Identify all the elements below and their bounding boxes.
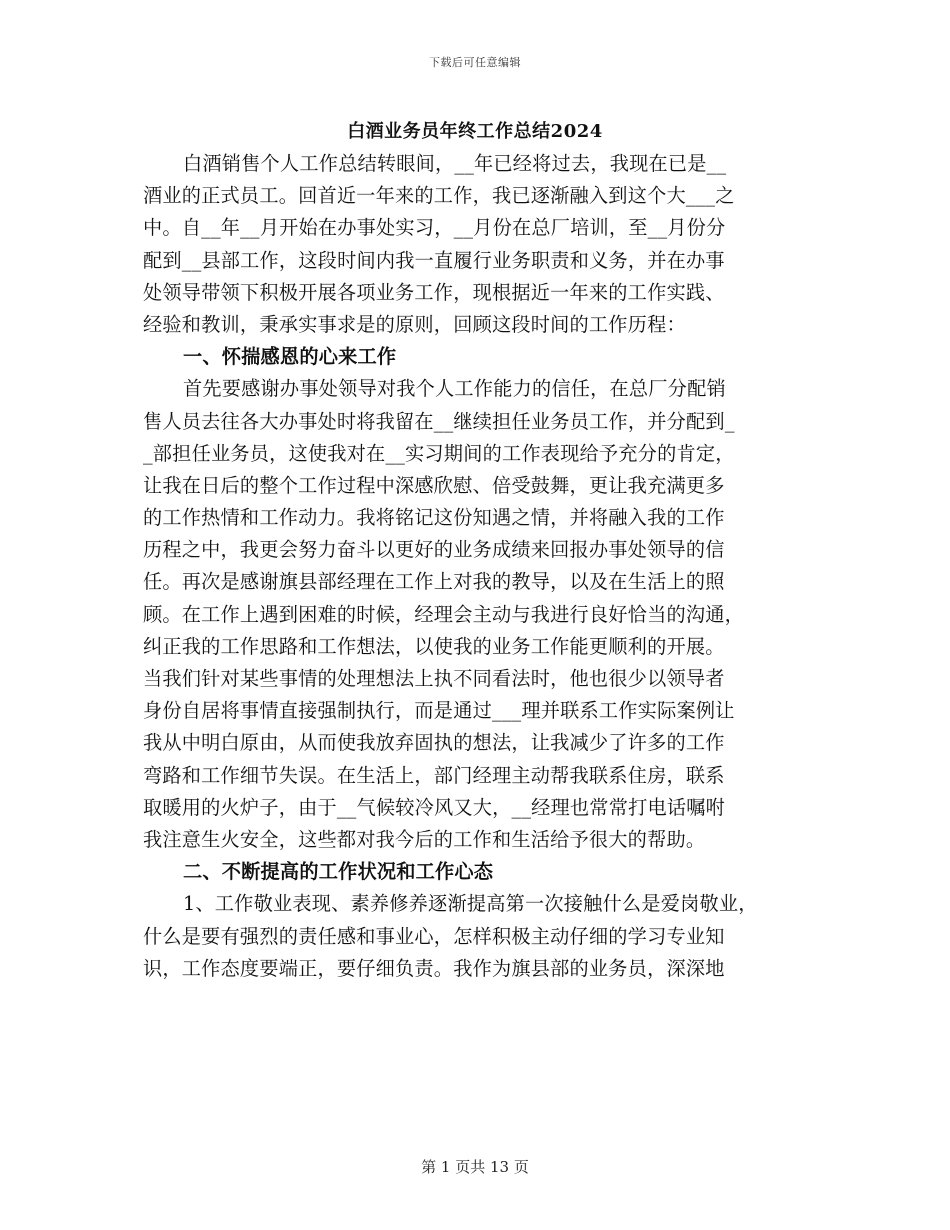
paragraph-line: 身份自居将事情直接强制执行，而是通过___理并联系工作实际案例让: [143, 699, 735, 723]
document-title: 白酒业务员年终工作总结2024: [347, 121, 603, 142]
paragraph-line: _部担任业务员，这使我对在__实习期间的工作表现给予充分的肯定，: [143, 441, 735, 465]
paragraph-line: 让我在日后的整个工作过程中深感欣慰、倍受鼓舞，更让我充满更多: [143, 473, 725, 497]
section-heading: 二、不断提高的工作状况和工作心态: [183, 860, 494, 884]
paragraph-line: 处领导带领下积极开展各项业务工作，现根据近一年来的工作实践、: [143, 280, 725, 304]
paragraph-line: 弯路和工作细节失误。在生活上，部门经理主动帮我联系住房，联系: [143, 763, 725, 787]
paragraph-line: 我从中明白原由，从而使我放弃固执的想法，让我减少了许多的工作: [143, 731, 725, 755]
paragraph-line: 顾。在工作上遇到困难的时候，经理会主动与我进行良好恰当的沟通，: [143, 602, 745, 626]
paragraph-line: 当我们针对某些事情的处理想法上执不同看法时，他也很少以领导者: [143, 667, 725, 690]
paragraph-line: 取暖用的火炉子，由于__气候较冷风又大，__经理也常常打电话嘱咐: [143, 795, 726, 819]
paragraph-line: 配到__县部工作，这段时间内我一直履行业务职责和义务，并在办事: [143, 248, 725, 272]
paragraph-line: 中。自__年__月开始在办事处实习，__月份在总厂培训，至__月份分: [143, 216, 726, 240]
paragraph-line: 历程之中，我更会努力奋斗以更好的业务成绩来回报办事处领导的信: [143, 538, 725, 562]
paragraph-line: 售人员去往各大办事处时将我留在__继续担任业务员工作，并分配到_: [143, 409, 735, 433]
paragraph-line: 什么是要有强烈的责任感和事业心，怎样积极主动仔细的学习专业知: [143, 924, 725, 948]
page-header: 下载后可任意编辑: [429, 56, 521, 69]
paragraph-line: 的工作热情和工作动力。我将铭记这份知遇之情，并将融入我的工作: [143, 506, 725, 530]
paragraph-line: 经验和教训，秉承实事求是的原则，回顾这段时间的工作历程：: [143, 312, 686, 336]
paragraph-line: 纠正我的工作思路和工作想法，以使我的业务工作能更顺利的开展。: [143, 634, 725, 658]
paragraph-line: 我注意生火安全，这些都对我今后的工作和生活给予很大的帮助。: [143, 827, 706, 851]
section-heading: 一、怀揣感恩的心来工作: [183, 345, 397, 369]
paragraph-line: 首先要感谢办事处领导对我个人工作能力的信任，在总厂分配销: [183, 377, 726, 401]
paragraph-line: 任。再次是感谢旗县部经理在工作上对我的教导，以及在生活上的照: [143, 570, 725, 594]
paragraph-line: 识，工作态度要端正，要仔细负责。我作为旗县部的业务员，深深地: [143, 956, 725, 980]
document-body: [143, 148, 815, 985]
paragraph-line: 白酒销售个人工作总结转眼间，__年已经将过去，我现在已是__: [183, 152, 727, 175]
page-footer: 第 1 页共 13 页: [421, 1158, 529, 1176]
paragraph-line: 酒业的正式员工。回首近一年来的工作，我已逐渐融入到这个大___之: [143, 184, 735, 208]
paragraph-line: 1、工作敬业表现、素养修养逐渐提高第一次接触什么是爱岗敬业，: [183, 892, 758, 916]
